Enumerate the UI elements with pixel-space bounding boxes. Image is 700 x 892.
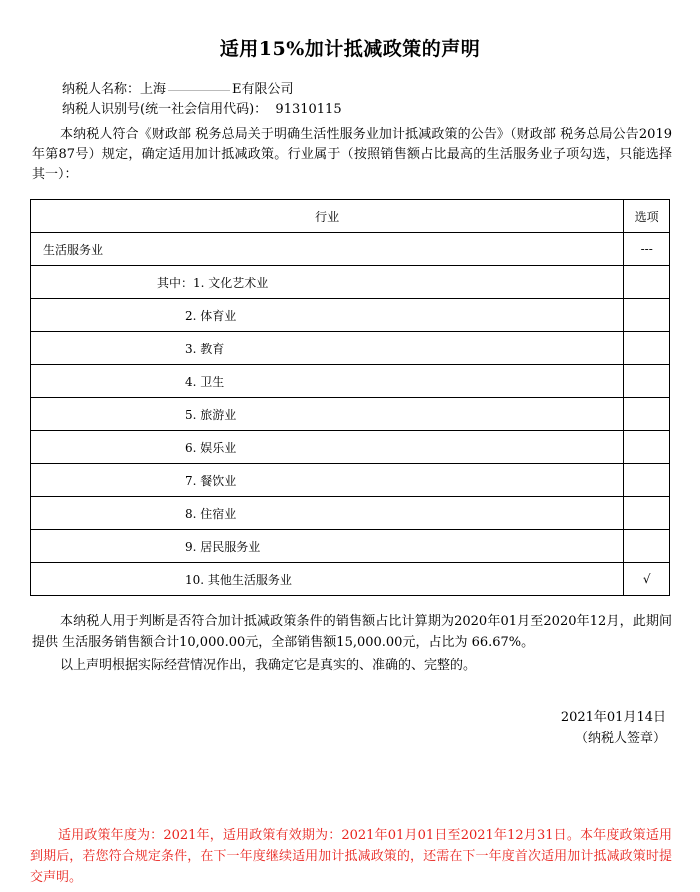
taxpayer-id-label: 纳税人识别号(统一社会信用代码)： xyxy=(62,102,268,117)
table-row xyxy=(31,398,670,431)
option-checkbox-cell[interactable] xyxy=(624,464,670,497)
taxpayer-id-line xyxy=(62,98,342,117)
table-row xyxy=(31,431,670,464)
taxpayer-name-prefix: 上海 xyxy=(140,82,167,97)
taxpayer-name-label: 纳税人名称： xyxy=(62,82,141,97)
table-row xyxy=(31,497,670,530)
redaction-mark xyxy=(168,88,230,91)
option-checkbox-cell[interactable]: √ xyxy=(624,563,670,596)
industry-table xyxy=(30,199,670,596)
industry-label: 10. 其他生活服务业 xyxy=(31,563,624,596)
table-row xyxy=(31,563,670,596)
header-option: 选项 xyxy=(624,200,670,233)
industry-label: 其中：1. 文化艺术业 xyxy=(31,266,624,299)
industry-label: 9. 居民服务业 xyxy=(31,530,624,563)
taxpayer-id-value: 91310115 xyxy=(275,102,342,117)
option-checkbox-cell[interactable] xyxy=(624,299,670,332)
industry-label: 5. 旅游业 xyxy=(31,398,624,431)
header-industry: 行业 xyxy=(31,200,624,233)
signature-block xyxy=(561,707,666,749)
industry-label: 6. 娱乐业 xyxy=(31,431,624,464)
option-checkbox-cell[interactable] xyxy=(624,431,670,464)
taxpayer-name-line xyxy=(62,78,294,97)
declaration-date: 2021年01月14日 xyxy=(560,710,666,725)
industry-label: 4. 卫生 xyxy=(31,365,624,398)
option-checkbox-cell[interactable] xyxy=(624,332,670,365)
table-row xyxy=(31,266,670,299)
page-title: 适用15%加计抵减政策的声明 xyxy=(219,38,481,60)
industry-label: 3. 教育 xyxy=(31,332,624,365)
industry-label: 2. 体育业 xyxy=(31,299,624,332)
table-row xyxy=(31,530,670,563)
intro-paragraph: 本纳税人符合《财政部 税务总局关于明确生活性服务业加计抵减政策的公告》（财政部 税务总局公告2019年第87号）规定，确定适用加计抵减政策。行业属于（按照销售额占比最高的生活服务业子项勾选，只能选择其一）： xyxy=(32,127,672,182)
industry-label: 7. 餐饮业 xyxy=(31,464,624,497)
industry-label: 8. 住宿业 xyxy=(31,497,624,530)
table-row xyxy=(31,464,670,497)
policy-note: 适用政策年度为：2021年，适用政策有效期为：2021年01月01日至2021年12月31日。本年度政策适用到期后，若您符合规定条件，在下一年度继续适用加计抵减政策的，还需在下一年度首次适用加计抵减政策时提交声明。 xyxy=(30,828,672,885)
industry-label: 生活服务业 xyxy=(31,233,624,266)
option-checkbox-cell: --- xyxy=(624,233,670,266)
option-checkbox-cell[interactable] xyxy=(624,266,670,299)
option-checkbox-cell[interactable] xyxy=(624,365,670,398)
option-checkbox-cell[interactable] xyxy=(624,530,670,563)
option-checkbox-cell[interactable] xyxy=(624,497,670,530)
option-checkbox-cell[interactable] xyxy=(624,398,670,431)
taxpayer-name-suffix: E有限公司 xyxy=(232,82,294,97)
table-row xyxy=(31,233,670,266)
table-row xyxy=(31,332,670,365)
calculation-paragraph: 本纳税人用于判断是否符合加计抵减政策条件的销售额占比计算期为2020年01月至2020年12月，此期间提供 生活服务销售额合计10,000.00元，全部销售额15,000.00元，占比为 66.67%。 xyxy=(32,614,672,650)
declaration-paragraph: 以上声明根据实际经营情况作出，我确定它是真实的、准确的、完整的。 xyxy=(60,658,477,673)
calculation-section xyxy=(32,611,672,676)
signature-label: （纳税人签章） xyxy=(574,731,666,746)
table-header-row xyxy=(31,200,670,233)
table-row xyxy=(31,299,670,332)
table-row xyxy=(31,365,670,398)
